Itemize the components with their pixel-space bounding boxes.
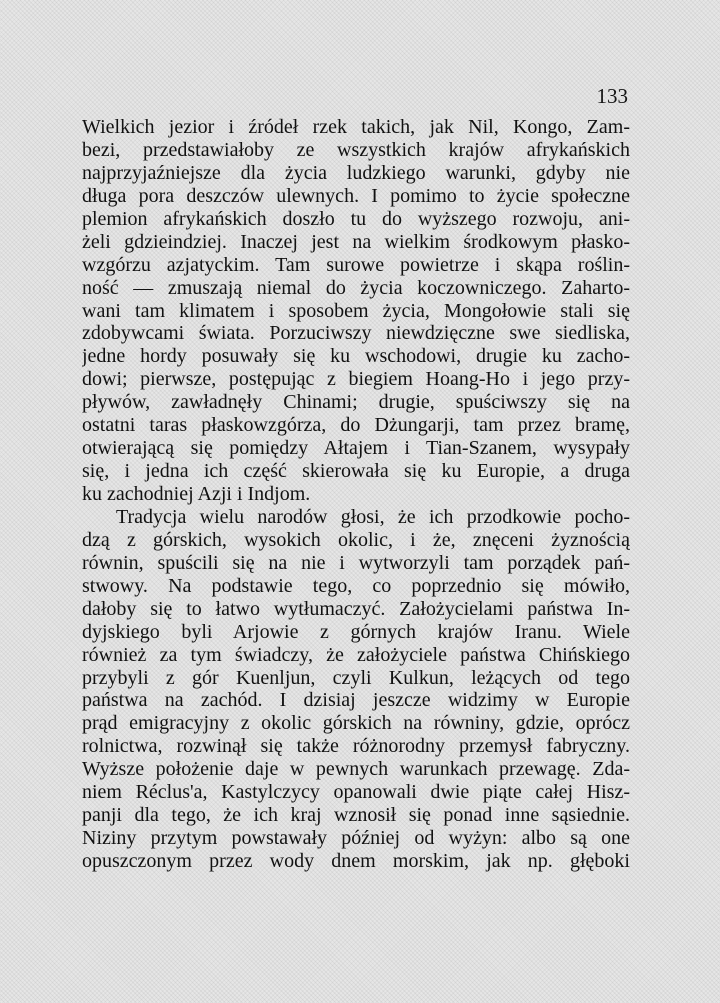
body-text <box>82 116 630 873</box>
text-line: przybyli z gór Kuenljun, czyli Kulkun, leżących od tego <box>82 666 630 689</box>
text-line: równin, spuścili się na nie i wytworzyli tam porządek pań- <box>82 551 630 574</box>
text-line: opuszczonym przez wody dnem morskim, jak np. głęboki <box>82 850 630 872</box>
text-line: ność — zmuszają niemal do życia koczowniczego. Zaharto- <box>82 276 630 299</box>
text-line: panji dla tego, że ich kraj wznosił się ponad inne sąsiednie. <box>82 804 630 827</box>
text-line: Wyższe położenie daje w pewnych warunkach przewagę. Zda- <box>82 758 630 781</box>
paragraph-end-line: ku zachodniej Azji i Indjom. <box>82 483 311 505</box>
text-line: się, i jedna ich część skierowała się ku Europie, a druga <box>82 460 630 483</box>
text-line: wani tam klimatem i sposobem życia, Mongołowie stali się <box>82 299 630 322</box>
page-number: 133 <box>596 84 628 108</box>
text-line: Niziny przytym powstawały później od wyżyn: albo są one <box>82 827 630 850</box>
text-line: bezi, przedstawiałoby ze wszystkich krajów afrykańskich <box>82 138 630 161</box>
paragraph-start-line: Tradycja wielu narodów głosi, że ich przodkowie pocho- <box>116 505 630 528</box>
text-line: najprzyjaźniejsze dla życia ludzkiego warunki, gdyby nie <box>82 161 630 184</box>
text-line: dzą z górskich, wysokich okolic, i że, znęceni żyznością <box>82 528 630 551</box>
text-line: również za tym świadczy, że założyciele państwa Chińskiego <box>82 643 630 666</box>
text-line: żeli gdzieindziej. Inaczej jest na wielkim środkowym płasko- <box>82 230 630 253</box>
text-line: długa pora deszczów ulewnych. I pomimo to życie społeczne <box>82 184 630 207</box>
text-line: stwowy. Na podstawie tego, co poprzednio się mówiło, <box>82 574 630 597</box>
text-line: państwa na zachód. I dzisiaj jeszcze widzimy w Europie <box>82 689 630 712</box>
text-line: dałoby się to łatwo wytłumaczyć. Założycielami państwa In- <box>82 597 630 620</box>
text-line: plemion afrykańskich doszło tu do wyższego rozwoju, ani- <box>82 207 630 230</box>
text-line: Wielkich jezior i źródeł rzek takich, jak Nil, Kongo, Zam- <box>82 116 630 138</box>
text-line: dowi; pierwsze, postępując z biegiem Hoang-Ho i jego przy- <box>82 368 630 391</box>
text-line: niem Réclus'a, Kastylczycy opanowali dwie piąte całej Hisz- <box>82 781 630 804</box>
text-line: prąd emigracyjny z okolic górskich na równiny, gdzie, oprócz <box>82 712 630 735</box>
text-line: zdobywcami świata. Porzuciwszy niewdzięczne swe siedliska, <box>82 322 630 345</box>
text-line: otwierającą się pomiędzy Ałtajem i Tian-Szanem, wysypały <box>82 437 630 460</box>
text-line: jedne hordy posuwały się ku wschodowi, drugie ku zacho- <box>82 345 630 368</box>
text-line: pływów, zawładnęły Chinami; drugie, spuściwszy się na <box>82 391 630 414</box>
text-line: wzgórzu azjatyckim. Tam surowe powietrze i skąpa roślin- <box>82 253 630 276</box>
text-line: dyjskiego byli Arjowie z górnych krajów Iranu. Wiele <box>82 620 630 643</box>
text-line: ostatni taras płaskowzgórza, do Dżungarji, tam przez bramę, <box>82 414 630 437</box>
text-line: rolnictwa, rozwinął się także różnorodny przemysł fabryczny. <box>82 735 630 758</box>
